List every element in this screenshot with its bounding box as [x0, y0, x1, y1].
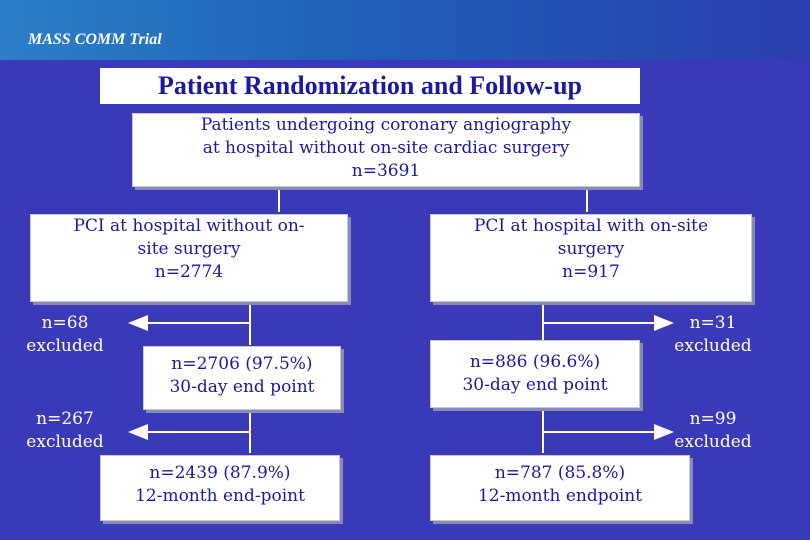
excluded-right-2: n=99 excluded — [674, 409, 752, 452]
excluded-left-2: n=267 excluded — [26, 409, 104, 452]
box-pci-without-surgery: PCI at hospital without on- site surgery n=2774 — [30, 214, 348, 302]
box-right-30-day: n=886 (96.6%) 30-day end point — [430, 340, 640, 408]
excluded-right-1: n=31 excluded — [674, 313, 752, 356]
excluded-left-1: n=68 excluded — [26, 313, 104, 356]
trial-name: MASS COMM Trial — [28, 31, 162, 48]
box-right-12-month: n=787 (85.8%) 12-month endpoint — [430, 455, 690, 521]
box-left-12-month: n=2439 (87.9%) 12-month end-point — [100, 455, 340, 521]
box-left-30-day: n=2706 (97.5%) 30-day end point — [143, 346, 341, 410]
box-angiography: Patients undergoing coronary angiography at hospital without on-site cardiac surgery n=3691 — [132, 113, 640, 187]
slide-title: Patient Randomization and Follow-up — [100, 68, 640, 104]
box-pci-with-surgery: PCI at hospital with on-site surgery n=917 — [430, 214, 752, 302]
